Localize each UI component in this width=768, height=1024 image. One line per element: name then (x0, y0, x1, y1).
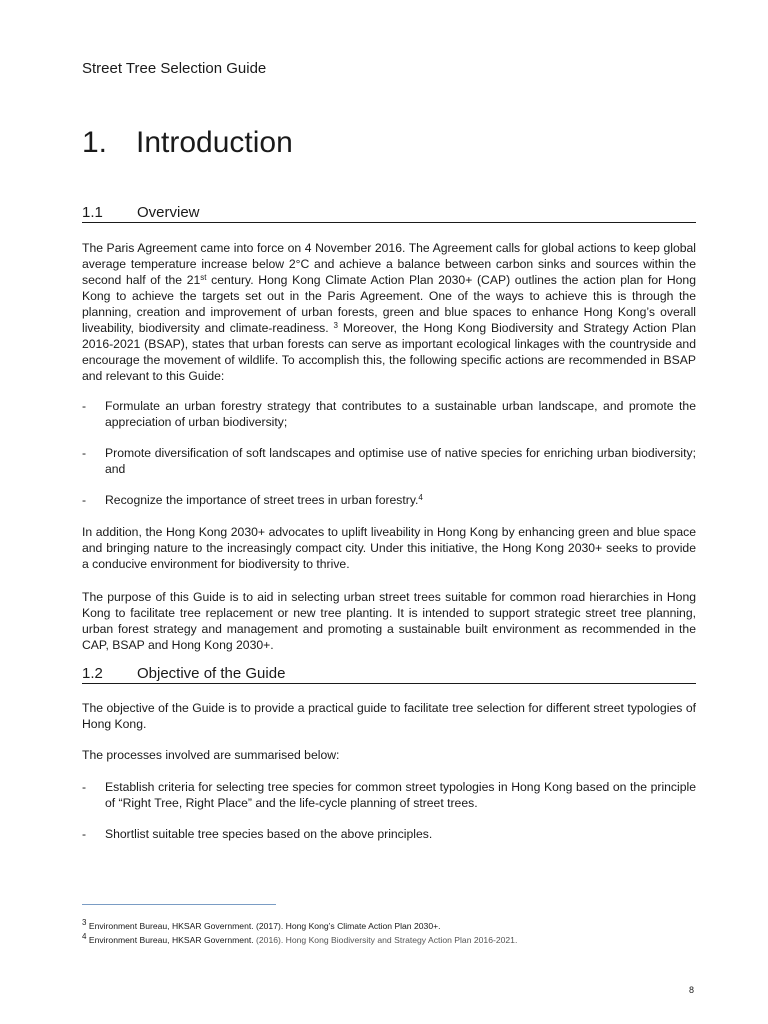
list-item (82, 779, 696, 811)
bullet-text: Promote diversification of soft landscapes and optimise use of native species for enriching urban biodiversity; and (105, 446, 696, 476)
running-header: Street Tree Selection Guide (82, 60, 267, 77)
section-heading-overview (82, 204, 696, 223)
chapter-number: 1. (82, 126, 108, 159)
footnote-number: 3 (82, 918, 87, 927)
bullet-text: Establish criteria for selecting tree species for common street typologies in Hong Kong based on the principle of “Right Tree, Right Place” and the life-cycle planning of street trees. (105, 780, 696, 810)
page-number: 8 (689, 985, 695, 995)
footnote-ref-4[interactable]: 4 (418, 493, 423, 502)
overview-paragraph-2: In addition, the Hong Kong 2030+ advocates to uplift liveability in Hong Kong by enhancing green and blue space and bringing nature to the increasingly compact city. Under this initiative, the Hong Kong 2030+ seeks to provide a conducive environment for biodiversity to thrive. (82, 525, 696, 571)
list-item (82, 445, 696, 477)
list-item (82, 398, 696, 430)
overview-paragraph-1 (82, 240, 696, 384)
bullet-dash: - (82, 827, 87, 841)
list-item (82, 826, 696, 842)
bullet-dash: - (82, 493, 87, 507)
footnote-number: 4 (82, 932, 87, 941)
superscript: st (200, 273, 207, 282)
footnote-text: Environment Bureau, HKSAR Government. (2017). Hong Kong’s Climate Action Plan 2030+. (86, 921, 441, 931)
objective-paragraph-1: The objective of the Guide is to provide a practical guide to facilitate tree selection for different street typologies of Hong Kong. (82, 701, 696, 731)
chapter-title-text: Introduction (136, 126, 293, 159)
chapter-title (82, 126, 293, 160)
footnote-4 (82, 932, 518, 945)
overview-paragraph-3: The purpose of this Guide is to aid in selecting urban street trees suitable for common road hierarchies in Hong Kong to facilitate tree replacement or new tree planting. It is intended to support strategic street tree planning, urban forest strategy and management and promoting a sustainable built environment as recommended in the CAP, BSAP and Hong Kong 2030+. (82, 590, 696, 652)
bullet-text: Formulate an urban forestry strategy that contributes to a sustainable urban landscape, and promote the appreciation of urban biodiversity; (105, 399, 696, 429)
paragraph-text: Moreover, the Hong Kong Biodiversity and Strategy Action Plan 2016-2021 (BSAP), states that urban forests can serve as important ecological linkages with the countryside and encourage the movement of wildlife. To accomplish this, the following specific actions are recommended in BSAP and relevant to this Guide: (82, 321, 696, 383)
footnote-ref-3[interactable]: 3 (333, 321, 338, 330)
section-title: Overview (137, 204, 200, 221)
section-title: Objective of the Guide (137, 665, 286, 682)
bullet-text-content: Recognize the importance of street trees in urban forestry. (105, 493, 419, 507)
footnote-separator (82, 904, 276, 905)
section-heading-objective (82, 665, 696, 684)
paragraph-text: century. Hong Kong Climate Action Plan 2030+ (CAP) outlines the action plan for Hong Kong to achieve the targets set out in the Paris Agreement. One of the ways to achieve this is through the planning, creation and improvement of urban forests, green and blue spaces to enhance Hong Kong’s overall liveability, biodiversity and climate-readiness. (82, 273, 696, 335)
bullet-text (105, 492, 696, 508)
list-item (82, 492, 696, 508)
bullet-text: Shortlist suitable tree species based on the above principles. (105, 827, 433, 841)
section-number: 1.1 (82, 204, 103, 221)
footnote-text: Environment Bureau, HKSAR Government. (86, 935, 254, 945)
paragraph-text: The Paris Agreement came into force on 4 November 2016. The Agreement calls for global actions to keep global average temperature increase below 2°C and achieve a balance between carbon sinks and sources within the second half of the 21 (82, 241, 696, 287)
section-number: 1.2 (82, 665, 103, 682)
objective-paragraph-2: The processes involved are summarised below: (82, 748, 340, 762)
bullet-dash: - (82, 446, 87, 460)
bullet-dash: - (82, 399, 87, 413)
bullet-dash: - (82, 780, 87, 794)
footnote-citation: (2016). Hong Kong Biodiversity and Strategy Action Plan 2016-2021. (253, 935, 518, 945)
footnote-3 (82, 918, 441, 931)
